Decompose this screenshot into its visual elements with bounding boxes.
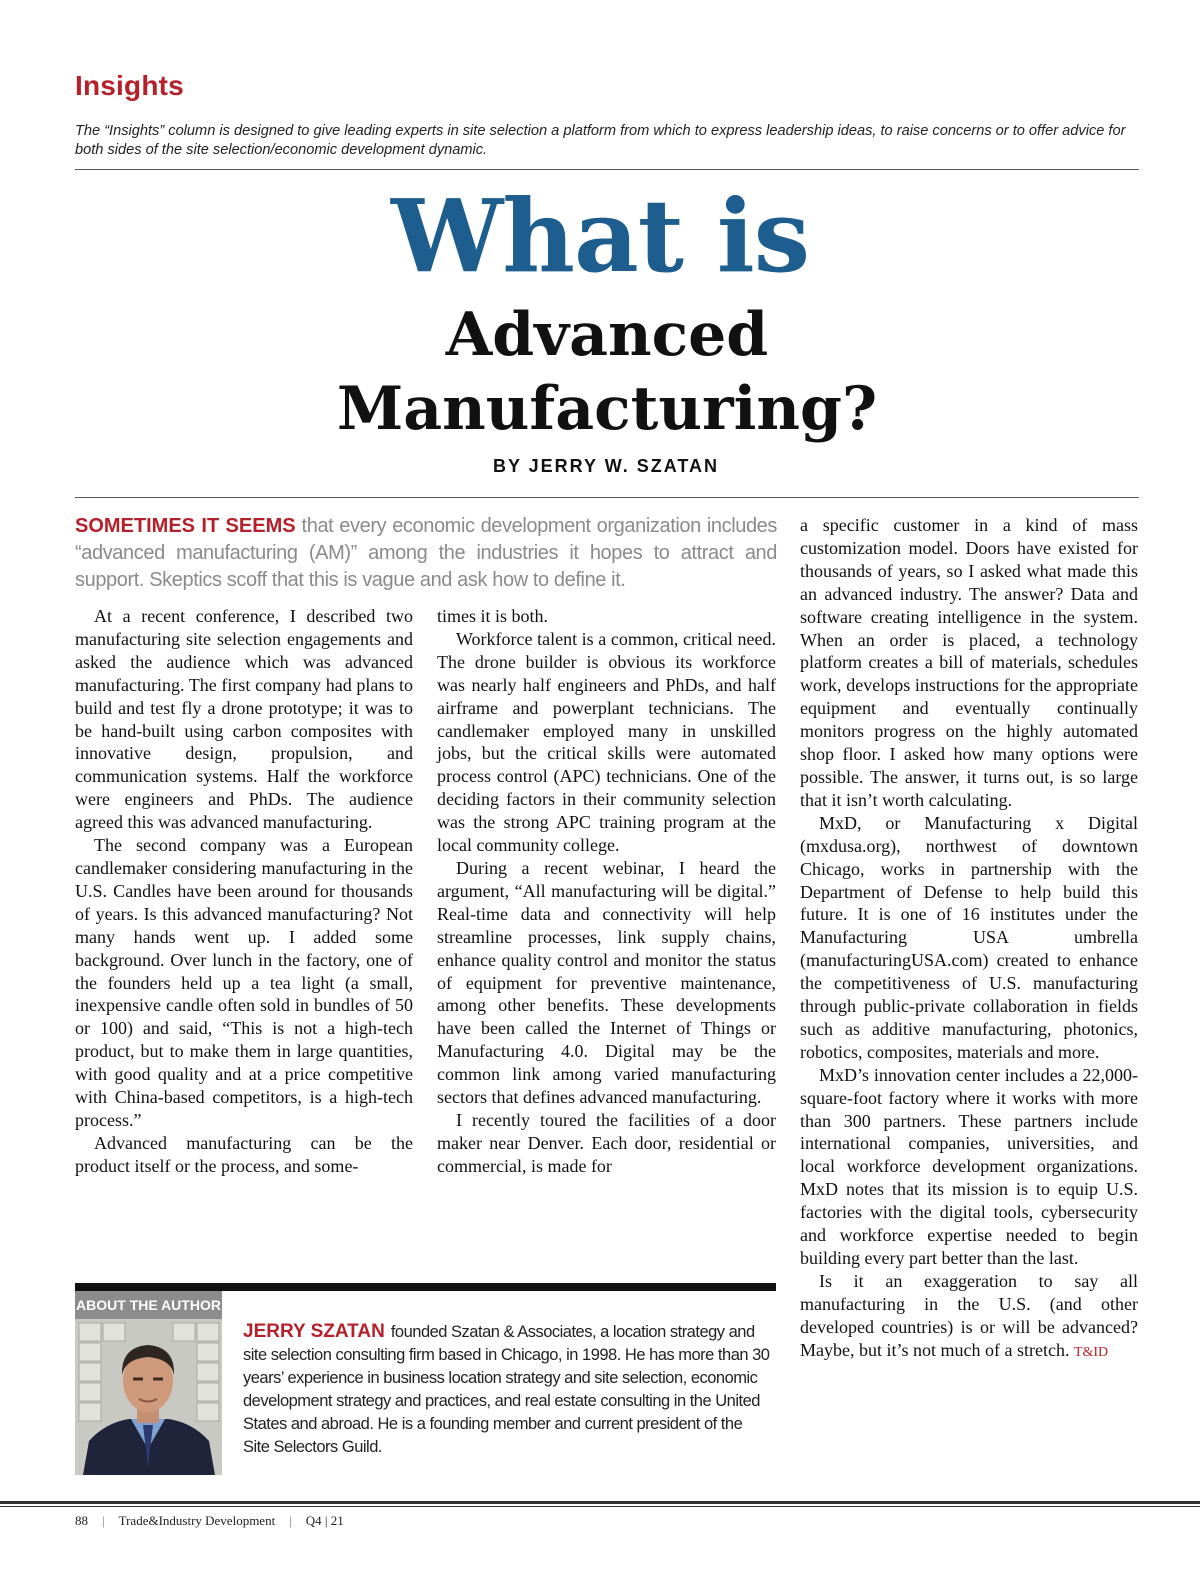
- deck-text: that every economic development organization includes “advanced manufacturing (AM)” among the industries it hopes to attract and support. Skeptics scoff that this is vague and ask how to define it.: [75, 515, 778, 591]
- paragraph: times it is both.: [437, 606, 549, 626]
- author-box-label: ABOUT THE AUTHOR: [75, 1291, 222, 1319]
- deck-lead: SOMETIMES IT SEEMS: [75, 515, 296, 537]
- author-box-bar: [75, 1283, 776, 1291]
- footer-rule-thick: [0, 1501, 1200, 1504]
- headline-line-1: What is: [390, 177, 810, 295]
- paragraph: The second company was a European candlemaker considering manufacturing in the U.S. Candles have been around for thousands of years. Is this advanced manufacturing? Not many hands went up. I added some background. Over lunch in the factory, one of the founders held up a tea light (a small, inexpensive candle often sold in bundles of 50 or 100) and said, “This is not a high-tech product, but to make them in large quantities, with good quality and at a price competitive with China-based competitors, is a high-tech process.”: [75, 835, 413, 1130]
- page-number: 88: [75, 1513, 88, 1528]
- paragraph: a specific customer in a kind of mass customization model. Doors have existed for thousands of years, so I asked what made this an advanced industry. The answer? Data and software creating intelligence in the system. When an order is placed, a technology platform creates a bill of materials, schedules work, develops instructions for the appropriate equipment and eventually continually monitors progress on the highly automated shop floor. I asked how many options were possible. The answer, it turns out, is so large that it isn’t worth calculating.: [800, 515, 1138, 810]
- byline: BY JERRY W. SZATAN: [492, 456, 720, 476]
- issue-label: Q4 | 21: [305, 1513, 344, 1528]
- divider-byline: [75, 497, 1139, 498]
- article-column-2: [437, 605, 776, 1178]
- paragraph: Workforce talent is a common, critical need. The drone builder is obvious its workforce was nearly half engineers and PhDs, and half airframe and powerplant technicians. The candlemaker employed many in unskilled jobs, but the critical skills were automated process control (APC) technicians. One of the deciding factors in their community selection was the strong APC training program at the local community college.: [437, 628, 776, 856]
- article-column-3: [800, 514, 1138, 1365]
- section-intro: The “Insights” column is designed to give leading experts in site selection a platform from which to express leadership ideas, to raise concerns or to offer advice for both sides of the site selection/economic development dynamic.: [75, 123, 1126, 158]
- author-name: JERRY SZATAN: [243, 1321, 385, 1342]
- footer-rule-thin: [0, 1506, 1200, 1507]
- paragraph: During a recent webinar, I heard the argument, “All manufacturing will be digital.” Real-time data and connectivity will help streamline processes, link supply chains, enhance quality control and monitor the status of equipment for preventive maintenance, among other benefits. These developments have been called the Internet of Things or Manufacturing 4.0. Digital may be the common link among varied manufacturing sectors that defines advanced manufacturing.: [437, 857, 776, 1108]
- author-bio-text: founded Szatan & Associates, a location strategy and site selection consulting firm based in Chicago, in 1998. He has more than 30 years’ experience in business location strategy and site selection, economic development strategy and practices, and real estate consulting in the United States and abroad. He is a founding member and current president of the Site Selectors Guild.: [243, 1323, 770, 1456]
- paragraph: Advanced manufacturing can be the product itself or the process, and some-: [75, 1132, 413, 1176]
- divider-top: [75, 169, 1139, 170]
- section-title: Insights: [75, 70, 184, 101]
- headline-line-3: Manufacturing?: [336, 374, 878, 444]
- paragraph: I recently toured the facilities of a door maker near Denver. Each door, residential or commercial, is made for: [437, 1109, 776, 1176]
- paragraph: At a recent conference, I described two manufacturing site selection engagements and asked the audience which was advanced manufacturing. The first company had plans to build and test fly a drone prototype; it was to be hand-built using carbon composites with innovative design, propulsion, and communication systems. Half the workforce were engineers and PhDs. The audience agreed this was advanced manufacturing.: [75, 606, 413, 833]
- footer-separator: |: [102, 1513, 105, 1528]
- paragraph: MxD, or Manufacturing x Digital (mxdusa.org), northwest of downtown Chicago, works in partnership with the Department of Defense to help build this future. It is one of 16 institutes under the Manufacturing USA umbrella (manufacturingUSA.com) created to enhance the competitiveness of U.S. manufacturing through public-private collaboration in fields such as additive manufacturing, photonics, robotics, composites, materials and more.: [800, 812, 1138, 1062]
- signoff-mark: T&ID: [1073, 1344, 1109, 1360]
- headline-line-2: Advanced: [445, 300, 769, 370]
- article-deck: [75, 513, 777, 594]
- footer-separator: |: [289, 1513, 292, 1528]
- paragraph: MxD’s innovation center includes a 22,000-square-foot factory where it works with more than 300 partners. These partners include international companies, universities, and local workforce development organizations. MxD notes that its mission is to equip U.S. factories with the digital tools, cybersecurity and workforce expertise needed to begin building every part better than the last.: [800, 1064, 1138, 1268]
- paragraph-final-text: Is it an exaggeration to say all manufacturing in the U.S. (and other developed countries) is or will be advanced? Maybe, but it’s not much of a stretch.: [800, 1270, 1138, 1360]
- publication-name: Trade&Industry Development: [118, 1513, 276, 1528]
- paragraph-final: [800, 1270, 1138, 1365]
- article-column-1: [75, 605, 413, 1178]
- author-bio: [243, 1320, 771, 1459]
- page-footer: [75, 1513, 344, 1529]
- author-photo: [75, 1319, 222, 1475]
- author-portrait-image: [75, 1319, 222, 1475]
